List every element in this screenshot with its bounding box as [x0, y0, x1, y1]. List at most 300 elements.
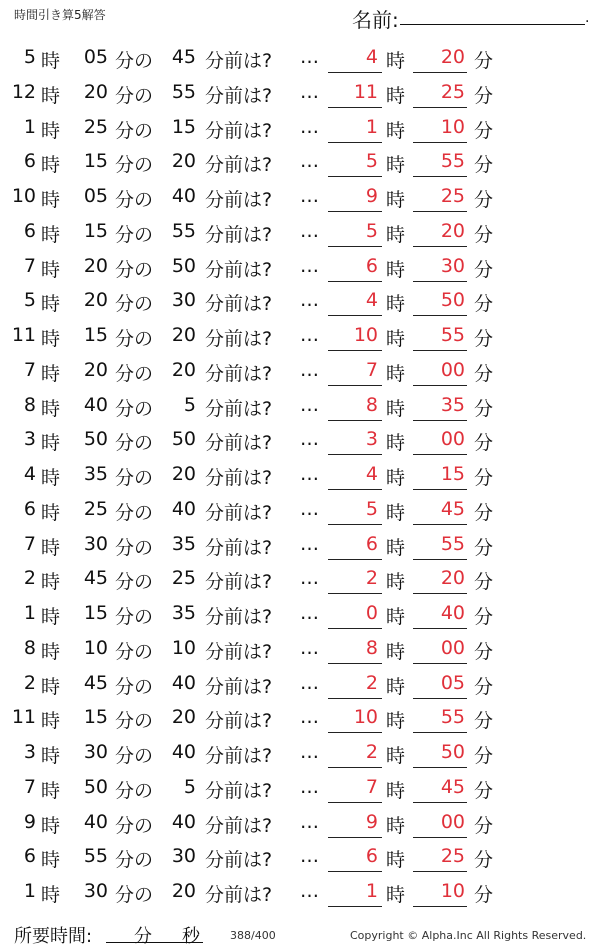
answer-minute[interactable]: 55 [440, 706, 465, 729]
hour-unit: 時 [41, 397, 61, 420]
answer-hour[interactable]: 5 [365, 219, 378, 242]
time-minute-label: 分 [134, 926, 152, 947]
minute-of-label: 分の [115, 536, 154, 559]
subtract-minutes: 40 [171, 185, 196, 207]
start-minute: 15 [83, 706, 108, 729]
answer-minute-underline [413, 628, 467, 629]
minute-of-label: 分の [115, 223, 154, 246]
hour-unit: 時 [386, 189, 406, 211]
hour-unit: 時 [41, 849, 61, 872]
before-label: 分前は? [205, 154, 273, 177]
hour-unit: 時 [386, 328, 406, 350]
answer-minute-underline [413, 489, 467, 490]
hour-unit: 時 [386, 467, 406, 489]
answer-minute[interactable]: 25 [440, 185, 465, 207]
answer-minute[interactable]: 00 [440, 358, 465, 381]
hour-unit: 時 [386, 223, 406, 246]
start-hour: 10 [11, 185, 36, 207]
answer-minute[interactable]: 30 [440, 254, 465, 277]
answer-hour-underline [328, 142, 382, 143]
subtract-minutes: 50 [171, 254, 196, 277]
answer-minute-underline [413, 837, 467, 838]
hour-unit: 時 [41, 84, 61, 107]
start-hour: 11 [11, 324, 36, 346]
answer-minute[interactable]: 25 [440, 80, 465, 103]
hour-unit: 時 [386, 50, 406, 72]
minute-unit: 分 [474, 814, 494, 837]
start-minute: 50 [83, 428, 108, 451]
answer-hour[interactable]: 9 [365, 185, 378, 207]
minute-of-label: 分の [115, 432, 154, 455]
minute-unit: 分 [474, 258, 494, 281]
minute-of-label: 分の [115, 50, 154, 72]
minute-unit: 分 [474, 710, 494, 733]
minute-unit: 分 [474, 536, 494, 559]
ellipsis: … [300, 636, 319, 659]
answer-minute-underline [413, 176, 467, 177]
subtract-minutes: 40 [171, 497, 196, 520]
before-label: 分前は? [205, 884, 273, 906]
answer-minute[interactable]: 50 [440, 289, 465, 312]
name-label: 名前: [352, 8, 399, 32]
subtract-minutes: 20 [171, 880, 196, 902]
answer-minute[interactable]: 35 [440, 393, 465, 416]
answer-minute[interactable]: 20 [440, 219, 465, 242]
time-second-label: 秒 [182, 926, 200, 947]
ellipsis: … [300, 706, 319, 729]
answer-minute[interactable]: 55 [440, 532, 465, 555]
start-hour: 5 [23, 289, 36, 312]
subtract-minutes: 5 [183, 775, 196, 798]
answer-minute[interactable]: 50 [440, 741, 465, 763]
start-hour: 6 [23, 497, 36, 520]
answer-hour-underline [328, 350, 382, 351]
minute-unit: 分 [474, 467, 494, 489]
before-label: 分前は? [205, 432, 273, 455]
start-minute: 25 [83, 115, 108, 138]
minute-of-label: 分の [115, 571, 154, 594]
answer-minute[interactable]: 05 [440, 671, 465, 694]
minute-unit: 分 [474, 154, 494, 177]
ellipsis: … [300, 428, 319, 451]
start-minute: 30 [83, 880, 108, 902]
answer-hour[interactable]: 1 [365, 880, 378, 902]
minute-of-label: 分の [115, 119, 154, 142]
ellipsis: … [300, 463, 319, 485]
hour-unit: 時 [386, 119, 406, 142]
ellipsis: … [300, 358, 319, 381]
hour-unit: 時 [41, 154, 61, 177]
time-required-label: 所要時間: [14, 926, 93, 947]
answer-hour[interactable]: 5 [365, 150, 378, 173]
start-minute: 20 [83, 254, 108, 277]
before-label: 分前は? [205, 50, 273, 72]
start-hour: 1 [23, 115, 36, 138]
hour-unit: 時 [41, 432, 61, 455]
answer-hour[interactable]: 7 [365, 775, 378, 798]
answer-hour-underline [328, 176, 382, 177]
start-minute: 40 [83, 393, 108, 416]
subtract-minutes: 20 [171, 706, 196, 729]
before-label: 分前は? [205, 536, 273, 559]
minute-unit: 分 [474, 606, 494, 628]
start-hour: 5 [23, 46, 36, 68]
answer-minute[interactable]: 00 [440, 810, 465, 833]
subtract-minutes: 25 [171, 567, 196, 590]
subtract-minutes: 45 [171, 46, 196, 68]
start-minute: 50 [83, 775, 108, 798]
answer-minute-underline [413, 246, 467, 247]
worksheet-title: 時間引き算5解答 [14, 8, 106, 22]
start-hour: 6 [23, 845, 36, 868]
answer-hour-underline [328, 871, 382, 872]
answer-minute-underline [413, 107, 467, 108]
hour-unit: 時 [386, 362, 406, 385]
start-minute: 35 [83, 463, 108, 485]
minute-unit: 分 [474, 328, 494, 350]
answer-minute[interactable]: 20 [440, 567, 465, 590]
minute-of-label: 分の [115, 849, 154, 872]
answer-minute[interactable]: 15 [440, 463, 465, 485]
minute-of-label: 分の [115, 814, 154, 837]
minute-unit: 分 [474, 223, 494, 246]
ellipsis: … [300, 532, 319, 555]
hour-unit: 時 [41, 189, 61, 211]
minute-unit: 分 [474, 675, 494, 698]
answer-minute-underline [413, 559, 467, 560]
answer-minute[interactable]: 00 [440, 636, 465, 659]
subtract-minutes: 30 [171, 289, 196, 312]
answer-hour[interactable]: 6 [365, 532, 378, 555]
subtract-minutes: 50 [171, 428, 196, 451]
answer-hour-underline [328, 698, 382, 699]
start-minute: 20 [83, 358, 108, 381]
answer-minute-underline [413, 350, 467, 351]
minute-unit: 分 [474, 640, 494, 663]
hour-unit: 時 [41, 640, 61, 663]
answer-minute-underline [413, 767, 467, 768]
hour-unit: 時 [41, 710, 61, 733]
answer-hour-underline [328, 211, 382, 212]
before-label: 分前は? [205, 779, 273, 802]
subtract-minutes: 40 [171, 671, 196, 694]
before-label: 分前は? [205, 571, 273, 594]
hour-unit: 時 [386, 640, 406, 663]
subtract-minutes: 20 [171, 358, 196, 381]
answer-hour-underline [328, 107, 382, 108]
answer-hour-underline [328, 72, 382, 73]
answer-minute[interactable]: 40 [440, 602, 465, 624]
subtract-minutes: 40 [171, 741, 196, 763]
copyright: Copyright © Alpha.Inc All Rights Reserved. [350, 929, 587, 942]
minute-of-label: 分の [115, 779, 154, 802]
start-minute: 20 [83, 289, 108, 312]
start-minute: 20 [83, 80, 108, 103]
ellipsis: … [300, 671, 319, 694]
hour-unit: 時 [386, 849, 406, 872]
name-field-line[interactable] [400, 24, 585, 25]
answer-minute-underline [413, 593, 467, 594]
answer-hour[interactable]: 0 [365, 602, 378, 624]
answer-hour-underline [328, 489, 382, 490]
before-label: 分前は? [205, 258, 273, 281]
subtract-minutes: 55 [171, 80, 196, 103]
answer-hour-underline [328, 663, 382, 664]
answer-hour[interactable]: 11 [353, 80, 378, 103]
minute-of-label: 分の [115, 467, 154, 489]
start-minute: 55 [83, 845, 108, 868]
before-label: 分前は? [205, 84, 273, 107]
start-hour: 12 [11, 80, 36, 103]
answer-hour[interactable]: 7 [365, 358, 378, 381]
start-minute: 45 [83, 567, 108, 590]
subtract-minutes: 20 [171, 150, 196, 173]
before-label: 分前は? [205, 189, 273, 211]
answer-hour-underline [328, 559, 382, 560]
hour-unit: 時 [386, 779, 406, 802]
answer-minute[interactable]: 20 [440, 46, 465, 68]
hour-unit: 時 [386, 258, 406, 281]
hour-unit: 時 [386, 84, 406, 107]
ellipsis: … [300, 497, 319, 520]
before-label: 分前は? [205, 501, 273, 524]
hour-unit: 時 [386, 675, 406, 698]
minute-unit: 分 [474, 432, 494, 455]
answer-hour-underline [328, 732, 382, 733]
hour-unit: 時 [41, 814, 61, 837]
hour-unit: 時 [41, 467, 61, 489]
page-number: 388/400 [230, 929, 276, 942]
minute-unit: 分 [474, 745, 494, 767]
start-hour: 3 [23, 428, 36, 451]
minute-of-label: 分の [115, 154, 154, 177]
answer-hour-underline [328, 420, 382, 421]
answer-minute-underline [413, 524, 467, 525]
answer-hour-underline [328, 593, 382, 594]
minute-unit: 分 [474, 84, 494, 107]
subtract-minutes: 10 [171, 636, 196, 659]
answer-minute-underline [413, 906, 467, 907]
hour-unit: 時 [386, 814, 406, 837]
answer-hour[interactable]: 9 [365, 810, 378, 833]
answer-hour[interactable]: 4 [365, 46, 378, 68]
before-label: 分前は? [205, 849, 273, 872]
before-label: 分前は? [205, 640, 273, 663]
answer-minute[interactable]: 55 [440, 150, 465, 173]
answer-hour-underline [328, 454, 382, 455]
hour-unit: 時 [386, 293, 406, 316]
answer-hour[interactable]: 8 [365, 393, 378, 416]
minute-unit: 分 [474, 119, 494, 142]
start-hour: 4 [23, 463, 36, 485]
ellipsis: … [300, 880, 319, 902]
answer-hour[interactable]: 4 [365, 289, 378, 312]
hour-unit: 時 [41, 223, 61, 246]
hour-unit: 時 [386, 745, 406, 767]
hour-unit: 時 [41, 571, 61, 594]
minute-of-label: 分の [115, 501, 154, 524]
ellipsis: … [300, 150, 319, 173]
answer-hour[interactable]: 3 [365, 428, 378, 451]
before-label: 分前は? [205, 119, 273, 142]
start-hour: 11 [11, 706, 36, 729]
subtract-minutes: 55 [171, 219, 196, 242]
minute-of-label: 分の [115, 189, 154, 211]
minute-of-label: 分の [115, 293, 154, 316]
answer-minute[interactable]: 45 [440, 497, 465, 520]
hour-unit: 時 [41, 536, 61, 559]
ellipsis: … [300, 254, 319, 277]
answer-hour[interactable]: 2 [365, 741, 378, 763]
answer-minute[interactable]: 25 [440, 845, 465, 868]
minute-unit: 分 [474, 501, 494, 524]
start-minute: 15 [83, 150, 108, 173]
before-label: 分前は? [205, 293, 273, 316]
answer-minute-underline [413, 211, 467, 212]
start-minute: 05 [83, 46, 108, 68]
answer-hour[interactable]: 4 [365, 463, 378, 485]
start-hour: 6 [23, 219, 36, 242]
minute-of-label: 分の [115, 640, 154, 663]
minute-of-label: 分の [115, 84, 154, 107]
before-label: 分前は? [205, 675, 273, 698]
hour-unit: 時 [386, 501, 406, 524]
answer-hour[interactable]: 1 [365, 115, 378, 138]
answer-hour[interactable]: 6 [365, 845, 378, 868]
answer-hour-underline [328, 524, 382, 525]
ellipsis: … [300, 324, 319, 346]
start-minute: 40 [83, 810, 108, 833]
answer-minute[interactable]: 10 [440, 880, 465, 902]
answer-hour[interactable]: 6 [365, 254, 378, 277]
minute-unit: 分 [474, 293, 494, 316]
hour-unit: 時 [41, 779, 61, 802]
start-minute: 15 [83, 219, 108, 242]
hour-unit: 時 [41, 119, 61, 142]
before-label: 分前は? [205, 328, 273, 350]
answer-hour[interactable]: 5 [365, 497, 378, 520]
before-label: 分前は? [205, 606, 273, 628]
hour-unit: 時 [41, 258, 61, 281]
minute-of-label: 分の [115, 258, 154, 281]
subtract-minutes: 20 [171, 463, 196, 485]
start-hour: 7 [23, 358, 36, 381]
name-field-end: . [585, 10, 590, 26]
ellipsis: … [300, 185, 319, 207]
answer-minute-underline [413, 315, 467, 316]
minute-of-label: 分の [115, 745, 154, 767]
answer-hour-underline [328, 906, 382, 907]
answer-hour[interactable]: 2 [365, 671, 378, 694]
ellipsis: … [300, 845, 319, 868]
start-hour: 7 [23, 254, 36, 277]
answer-minute-underline [413, 663, 467, 664]
minute-unit: 分 [474, 50, 494, 72]
minute-of-label: 分の [115, 710, 154, 733]
minute-unit: 分 [474, 779, 494, 802]
before-label: 分前は? [205, 814, 273, 837]
start-hour: 3 [23, 741, 36, 763]
minute-unit: 分 [474, 362, 494, 385]
hour-unit: 時 [41, 501, 61, 524]
answer-minute[interactable]: 00 [440, 428, 465, 451]
start-minute: 25 [83, 497, 108, 520]
answer-minute-underline [413, 698, 467, 699]
start-hour: 8 [23, 636, 36, 659]
answer-hour-underline [328, 837, 382, 838]
answer-hour[interactable]: 10 [353, 324, 378, 346]
answer-hour[interactable]: 8 [365, 636, 378, 659]
answer-hour[interactable]: 2 [365, 567, 378, 590]
minute-of-label: 分の [115, 328, 154, 350]
minute-unit: 分 [474, 397, 494, 420]
minute-unit: 分 [474, 189, 494, 211]
answer-minute-underline [413, 72, 467, 73]
hour-unit: 時 [41, 884, 61, 906]
ellipsis: … [300, 393, 319, 416]
hour-unit: 時 [41, 606, 61, 628]
ellipsis: … [300, 775, 319, 798]
answer-minute-underline [413, 732, 467, 733]
subtract-minutes: 20 [171, 324, 196, 346]
hour-unit: 時 [41, 293, 61, 316]
answer-minute-underline [413, 420, 467, 421]
start-hour: 2 [23, 671, 36, 694]
start-minute: 10 [83, 636, 108, 659]
hour-unit: 時 [386, 154, 406, 177]
before-label: 分前は? [205, 467, 273, 489]
minute-of-label: 分の [115, 362, 154, 385]
hour-unit: 時 [41, 745, 61, 767]
before-label: 分前は? [205, 362, 273, 385]
start-minute: 05 [83, 185, 108, 207]
start-hour: 9 [23, 810, 36, 833]
minute-unit: 分 [474, 884, 494, 906]
hour-unit: 時 [386, 432, 406, 455]
answer-hour[interactable]: 10 [353, 706, 378, 729]
answer-minute[interactable]: 55 [440, 324, 465, 346]
start-hour: 1 [23, 602, 36, 624]
ellipsis: … [300, 115, 319, 138]
hour-unit: 時 [386, 397, 406, 420]
answer-minute[interactable]: 10 [440, 115, 465, 138]
ellipsis: … [300, 289, 319, 312]
ellipsis: … [300, 810, 319, 833]
start-minute: 15 [83, 324, 108, 346]
answer-hour-underline [328, 281, 382, 282]
start-minute: 30 [83, 741, 108, 763]
subtract-minutes: 15 [171, 115, 196, 138]
subtract-minutes: 35 [171, 602, 196, 624]
hour-unit: 時 [386, 536, 406, 559]
minute-unit: 分 [474, 571, 494, 594]
answer-minute-underline [413, 385, 467, 386]
start-minute: 30 [83, 532, 108, 555]
answer-minute[interactable]: 45 [440, 775, 465, 798]
answer-minute-underline [413, 871, 467, 872]
before-label: 分前は? [205, 710, 273, 733]
hour-unit: 時 [41, 50, 61, 72]
answer-hour-underline [328, 767, 382, 768]
subtract-minutes: 5 [183, 393, 196, 416]
hour-unit: 時 [386, 606, 406, 628]
hour-unit: 時 [41, 362, 61, 385]
answer-minute-underline [413, 142, 467, 143]
start-hour: 7 [23, 775, 36, 798]
hour-unit: 時 [41, 675, 61, 698]
hour-unit: 時 [41, 328, 61, 350]
ellipsis: … [300, 567, 319, 590]
